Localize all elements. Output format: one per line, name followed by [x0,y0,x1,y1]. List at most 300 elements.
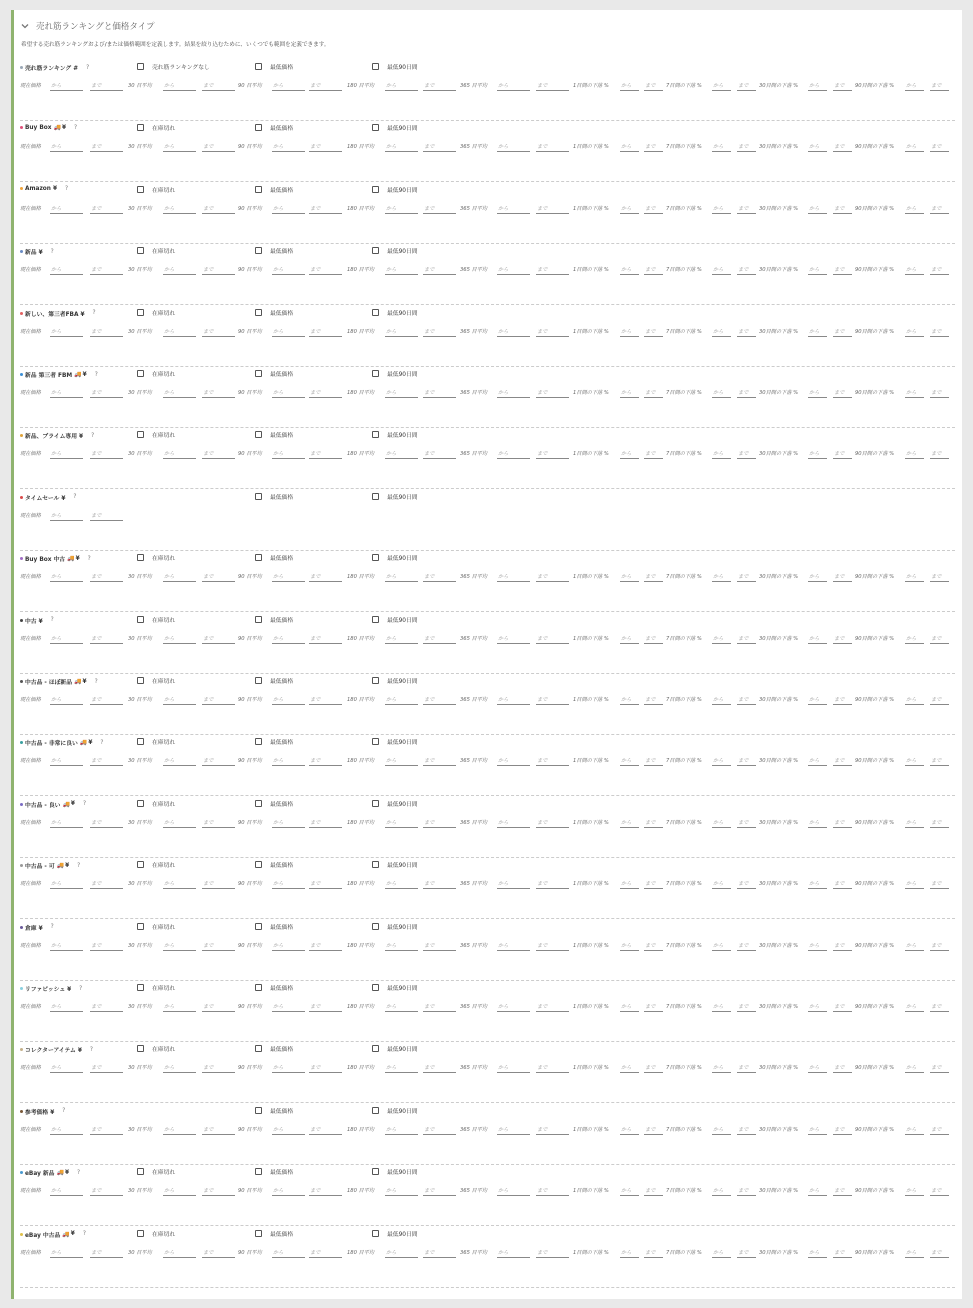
help-icon[interactable]: ? [87,555,91,562]
to-input[interactable]: まで [309,445,342,459]
from-input[interactable]: から [163,875,196,889]
to-input[interactable]: まで [202,1121,235,1135]
to-input[interactable]: まで [644,568,663,582]
to-input[interactable]: まで [202,691,235,705]
from-input[interactable]: から [272,937,305,951]
checkbox-box[interactable] [255,1168,262,1175]
from-input[interactable]: から [497,814,530,828]
from-input[interactable]: から [50,138,83,152]
to-input[interactable]: まで [930,998,949,1012]
checkbox-lowest[interactable] [255,922,293,931]
from-input[interactable]: から [905,1244,924,1258]
from-input[interactable]: から [905,752,924,766]
from-input[interactable]: から [385,875,418,889]
checkbox-lowest[interactable] [255,799,293,808]
from-input[interactable]: から [163,998,196,1012]
to-input[interactable]: まで [833,568,852,582]
checkbox-box[interactable] [137,247,144,254]
checkbox-box[interactable] [372,861,379,868]
to-input[interactable]: まで [423,200,456,214]
from-input[interactable]: から [272,814,305,828]
checkbox-box[interactable] [372,370,379,377]
to-input[interactable]: まで [202,323,235,337]
to-input[interactable]: まで [833,630,852,644]
from-input[interactable]: から [712,1121,731,1135]
to-input[interactable]: まで [737,937,756,951]
to-input[interactable]: まで [833,138,852,152]
from-input[interactable]: から [712,630,731,644]
from-input[interactable]: から [497,998,530,1012]
to-input[interactable]: まで [90,323,123,337]
checkbox-lowest90[interactable] [372,983,418,992]
to-input[interactable]: まで [536,814,569,828]
checkbox-lowest[interactable] [255,676,293,685]
from-input[interactable]: から [272,1182,305,1196]
from-input[interactable]: から [620,138,639,152]
to-input[interactable]: まで [644,1182,663,1196]
from-input[interactable]: から [905,568,924,582]
to-input[interactable]: まで [737,77,756,91]
to-input[interactable]: まで [833,937,852,951]
checkbox-lowest90[interactable] [372,430,418,439]
checkbox-box[interactable] [137,554,144,561]
to-input[interactable]: まで [737,445,756,459]
from-input[interactable]: から [712,77,731,91]
to-input[interactable]: まで [536,691,569,705]
to-input[interactable]: まで [423,630,456,644]
from-input[interactable]: から [272,1059,305,1073]
checkbox-box[interactable] [255,616,262,623]
from-input[interactable]: から [272,77,305,91]
from-input[interactable]: から [497,261,530,275]
help-icon[interactable]: ? [91,432,95,439]
from-input[interactable]: から [497,1121,530,1135]
to-input[interactable]: まで [536,875,569,889]
from-input[interactable]: から [163,445,196,459]
to-input[interactable]: まで [644,752,663,766]
to-input[interactable]: まで [930,200,949,214]
to-input[interactable]: まで [737,875,756,889]
to-input[interactable]: まで [90,1121,123,1135]
from-input[interactable]: から [712,1059,731,1073]
from-input[interactable]: から [272,998,305,1012]
to-input[interactable]: まで [737,568,756,582]
from-input[interactable]: から [905,937,924,951]
from-input[interactable]: から [808,384,827,398]
to-input[interactable]: まで [930,752,949,766]
to-input[interactable]: まで [536,1182,569,1196]
to-input[interactable]: まで [737,814,756,828]
from-input[interactable]: から [497,200,530,214]
to-input[interactable]: まで [737,1121,756,1135]
to-input[interactable]: まで [737,1182,756,1196]
from-input[interactable]: から [50,998,83,1012]
from-input[interactable]: から [620,568,639,582]
from-input[interactable]: から [497,875,530,889]
from-input[interactable]: から [272,384,305,398]
checkbox-lowest90[interactable] [372,492,418,501]
checkbox-out-of-stock[interactable] [137,123,175,132]
to-input[interactable]: まで [930,875,949,889]
to-input[interactable]: まで [309,1182,342,1196]
checkbox-box[interactable] [137,431,144,438]
to-input[interactable]: まで [202,568,235,582]
checkbox-box[interactable] [137,800,144,807]
to-input[interactable]: まで [930,138,949,152]
from-input[interactable]: から [905,1121,924,1135]
from-input[interactable]: から [385,1182,418,1196]
to-input[interactable]: まで [737,261,756,275]
checkbox-box[interactable] [372,554,379,561]
checkbox-lowest90[interactable] [372,246,418,255]
from-input[interactable]: から [385,1059,418,1073]
checkbox-lowest90[interactable] [372,799,418,808]
checkbox-box[interactable] [255,923,262,930]
to-input[interactable]: まで [309,77,342,91]
checkbox-box[interactable] [372,1230,379,1237]
help-icon[interactable]: ? [73,494,77,501]
to-input[interactable]: まで [309,998,342,1012]
to-input[interactable]: まで [423,77,456,91]
checkbox-box[interactable] [255,677,262,684]
checkbox-box[interactable] [137,63,144,70]
from-input[interactable]: から [905,384,924,398]
checkbox-box[interactable] [255,800,262,807]
checkbox-lowest[interactable] [255,615,293,624]
from-input[interactable]: から [905,138,924,152]
from-input[interactable]: から [385,200,418,214]
from-input[interactable]: から [163,630,196,644]
checkbox-out-of-stock[interactable] [137,922,175,931]
to-input[interactable]: まで [90,875,123,889]
to-input[interactable]: まで [833,691,852,705]
from-input[interactable]: から [497,1182,530,1196]
from-input[interactable]: から [272,445,305,459]
from-input[interactable]: から [808,1121,827,1135]
from-input[interactable]: から [163,814,196,828]
from-input[interactable]: から [808,630,827,644]
help-icon[interactable]: ? [77,862,81,869]
checkbox-lowest[interactable] [255,492,293,501]
from-input[interactable]: から [385,814,418,828]
to-input[interactable]: まで [644,77,663,91]
from-input[interactable]: から [497,323,530,337]
from-input[interactable]: から [905,691,924,705]
help-icon[interactable]: ? [100,739,104,746]
checkbox-lowest90[interactable] [372,860,418,869]
checkbox-out-of-stock[interactable] [137,737,175,746]
checkbox-box[interactable] [372,616,379,623]
to-input[interactable]: まで [423,814,456,828]
to-input[interactable]: まで [930,261,949,275]
checkbox-lowest90[interactable] [372,1167,418,1176]
from-input[interactable]: から [620,752,639,766]
to-input[interactable]: まで [644,875,663,889]
to-input[interactable]: まで [930,568,949,582]
from-input[interactable]: から [50,200,83,214]
to-input[interactable]: まで [536,1121,569,1135]
to-input[interactable]: まで [930,630,949,644]
from-input[interactable]: から [905,875,924,889]
from-input[interactable]: から [620,445,639,459]
from-input[interactable]: から [497,691,530,705]
from-input[interactable]: から [163,691,196,705]
to-input[interactable]: まで [737,323,756,337]
to-input[interactable]: まで [644,445,663,459]
from-input[interactable]: から [712,752,731,766]
from-input[interactable]: から [808,1182,827,1196]
checkbox-lowest[interactable] [255,62,293,71]
checkbox-box[interactable] [137,309,144,316]
from-input[interactable]: から [385,138,418,152]
from-input[interactable]: から [712,261,731,275]
checkbox-box[interactable] [137,677,144,684]
checkbox-lowest90[interactable] [372,1229,418,1238]
to-input[interactable]: まで [737,384,756,398]
from-input[interactable]: から [712,814,731,828]
from-input[interactable]: から [50,568,83,582]
from-input[interactable]: から [808,445,827,459]
to-input[interactable]: まで [90,507,123,521]
to-input[interactable]: まで [90,1182,123,1196]
to-input[interactable]: まで [536,1244,569,1258]
from-input[interactable]: から [808,1059,827,1073]
to-input[interactable]: まで [737,630,756,644]
checkbox-out-of-stock[interactable] [137,185,175,194]
checkbox-box[interactable] [372,124,379,131]
from-input[interactable]: から [50,875,83,889]
checkbox-box[interactable] [372,493,379,500]
to-input[interactable]: まで [423,1121,456,1135]
to-input[interactable]: まで [423,261,456,275]
from-input[interactable]: から [50,1244,83,1258]
checkbox-box[interactable] [255,63,262,70]
from-input[interactable]: から [272,630,305,644]
from-input[interactable]: から [385,630,418,644]
to-input[interactable]: まで [202,875,235,889]
from-input[interactable]: から [50,630,83,644]
from-input[interactable]: から [905,1182,924,1196]
to-input[interactable]: まで [833,875,852,889]
to-input[interactable]: まで [90,261,123,275]
help-icon[interactable]: ? [62,1108,66,1115]
from-input[interactable]: から [385,384,418,398]
to-input[interactable]: まで [90,384,123,398]
from-input[interactable]: から [712,568,731,582]
from-input[interactable]: から [163,568,196,582]
from-input[interactable]: から [385,691,418,705]
to-input[interactable]: まで [737,1059,756,1073]
to-input[interactable]: まで [90,77,123,91]
to-input[interactable]: まで [309,875,342,889]
from-input[interactable]: から [620,998,639,1012]
from-input[interactable]: から [272,1244,305,1258]
to-input[interactable]: まで [536,261,569,275]
checkbox-lowest[interactable] [255,246,293,255]
from-input[interactable]: から [712,138,731,152]
to-input[interactable]: まで [309,752,342,766]
to-input[interactable]: まで [309,1244,342,1258]
checkbox-out-of-stock[interactable] [137,369,175,378]
from-input[interactable]: から [808,875,827,889]
to-input[interactable]: まで [833,1059,852,1073]
to-input[interactable]: まで [644,384,663,398]
from-input[interactable]: から [50,1059,83,1073]
from-input[interactable]: から [712,323,731,337]
to-input[interactable]: まで [202,752,235,766]
checkbox-box[interactable] [372,738,379,745]
to-input[interactable]: まで [90,138,123,152]
checkbox-lowest[interactable] [255,1229,293,1238]
to-input[interactable]: まで [737,1244,756,1258]
checkbox-lowest[interactable] [255,1167,293,1176]
checkbox-lowest90[interactable] [372,1106,418,1115]
from-input[interactable]: から [163,77,196,91]
to-input[interactable]: まで [423,323,456,337]
help-icon[interactable]: ? [89,1046,93,1053]
checkbox-box[interactable] [255,370,262,377]
to-input[interactable]: まで [833,384,852,398]
checkbox-lowest[interactable] [255,430,293,439]
to-input[interactable]: まで [423,691,456,705]
to-input[interactable]: まで [202,138,235,152]
to-input[interactable]: まで [423,875,456,889]
to-input[interactable]: まで [536,998,569,1012]
from-input[interactable]: から [163,323,196,337]
from-input[interactable]: から [808,691,827,705]
from-input[interactable]: から [808,138,827,152]
from-input[interactable]: から [905,200,924,214]
from-input[interactable]: から [50,445,83,459]
to-input[interactable]: まで [309,691,342,705]
from-input[interactable]: から [50,752,83,766]
from-input[interactable]: から [50,1182,83,1196]
to-input[interactable]: まで [309,200,342,214]
from-input[interactable]: から [272,138,305,152]
checkbox-box[interactable] [137,1168,144,1175]
checkbox-box[interactable] [372,186,379,193]
from-input[interactable]: から [497,138,530,152]
help-icon[interactable]: ? [50,617,54,624]
checkbox-out-of-stock[interactable] [137,1044,175,1053]
to-input[interactable]: まで [833,261,852,275]
to-input[interactable]: まで [930,814,949,828]
help-icon[interactable]: ? [74,124,78,131]
to-input[interactable]: まで [930,77,949,91]
checkbox-lowest[interactable] [255,308,293,317]
from-input[interactable]: から [385,568,418,582]
from-input[interactable]: から [905,323,924,337]
from-input[interactable]: から [50,937,83,951]
to-input[interactable]: まで [833,200,852,214]
to-input[interactable]: まで [833,998,852,1012]
from-input[interactable]: から [272,875,305,889]
checkbox-box[interactable] [137,1045,144,1052]
from-input[interactable]: から [385,1244,418,1258]
from-input[interactable]: から [272,691,305,705]
from-input[interactable]: から [620,691,639,705]
from-input[interactable]: から [712,445,731,459]
from-input[interactable]: から [272,1121,305,1135]
to-input[interactable]: まで [309,814,342,828]
from-input[interactable]: から [385,261,418,275]
to-input[interactable]: まで [644,323,663,337]
to-input[interactable]: まで [202,1182,235,1196]
checkbox-box[interactable] [255,493,262,500]
to-input[interactable]: まで [423,445,456,459]
to-input[interactable]: まで [644,1244,663,1258]
from-input[interactable]: から [50,814,83,828]
from-input[interactable]: から [905,1059,924,1073]
checkbox-box[interactable] [137,370,144,377]
to-input[interactable]: まで [536,77,569,91]
to-input[interactable]: まで [930,445,949,459]
from-input[interactable]: から [620,77,639,91]
checkbox-lowest[interactable] [255,1044,293,1053]
to-input[interactable]: まで [309,261,342,275]
to-input[interactable]: まで [833,323,852,337]
from-input[interactable]: から [497,384,530,398]
to-input[interactable]: まで [309,1059,342,1073]
checkbox-lowest90[interactable] [372,62,418,71]
to-input[interactable]: まで [90,568,123,582]
from-input[interactable]: から [163,752,196,766]
help-icon[interactable]: ? [82,801,87,808]
checkbox-lowest[interactable] [255,553,293,562]
to-input[interactable]: まで [536,138,569,152]
to-input[interactable]: まで [930,937,949,951]
from-input[interactable]: から [808,998,827,1012]
checkbox-box[interactable] [372,1107,379,1114]
checkbox-lowest90[interactable] [372,308,418,317]
to-input[interactable]: まで [644,630,663,644]
checkbox-out-of-stock[interactable] [137,246,175,255]
checkbox-box[interactable] [255,861,262,868]
from-input[interactable]: から [163,200,196,214]
checkbox-lowest[interactable] [255,369,293,378]
to-input[interactable]: まで [202,77,235,91]
to-input[interactable]: まで [202,384,235,398]
to-input[interactable]: まで [309,937,342,951]
from-input[interactable]: から [163,937,196,951]
checkbox-out-of-stock[interactable] [137,1167,175,1176]
checkbox-lowest[interactable] [255,1106,293,1115]
checkbox-box[interactable] [255,124,262,131]
to-input[interactable]: まで [423,752,456,766]
help-icon[interactable]: ? [50,924,54,931]
to-input[interactable]: まで [90,1244,123,1258]
to-input[interactable]: まで [202,814,235,828]
checkbox-box[interactable] [255,431,262,438]
to-input[interactable]: まで [930,1059,949,1073]
checkbox-out-of-stock[interactable] [137,615,175,624]
from-input[interactable]: から [712,691,731,705]
to-input[interactable]: まで [309,630,342,644]
checkbox-box[interactable] [255,186,262,193]
from-input[interactable]: から [163,384,196,398]
checkbox-box[interactable] [255,309,262,316]
to-input[interactable]: まで [202,261,235,275]
to-input[interactable]: まで [90,998,123,1012]
from-input[interactable]: から [620,1182,639,1196]
from-input[interactable]: から [272,261,305,275]
help-icon[interactable]: ? [92,310,96,317]
to-input[interactable]: まで [833,1182,852,1196]
checkbox-box[interactable] [372,1168,379,1175]
from-input[interactable]: から [712,875,731,889]
help-icon[interactable]: ? [94,371,98,378]
chevron-down-icon[interactable] [20,21,30,31]
